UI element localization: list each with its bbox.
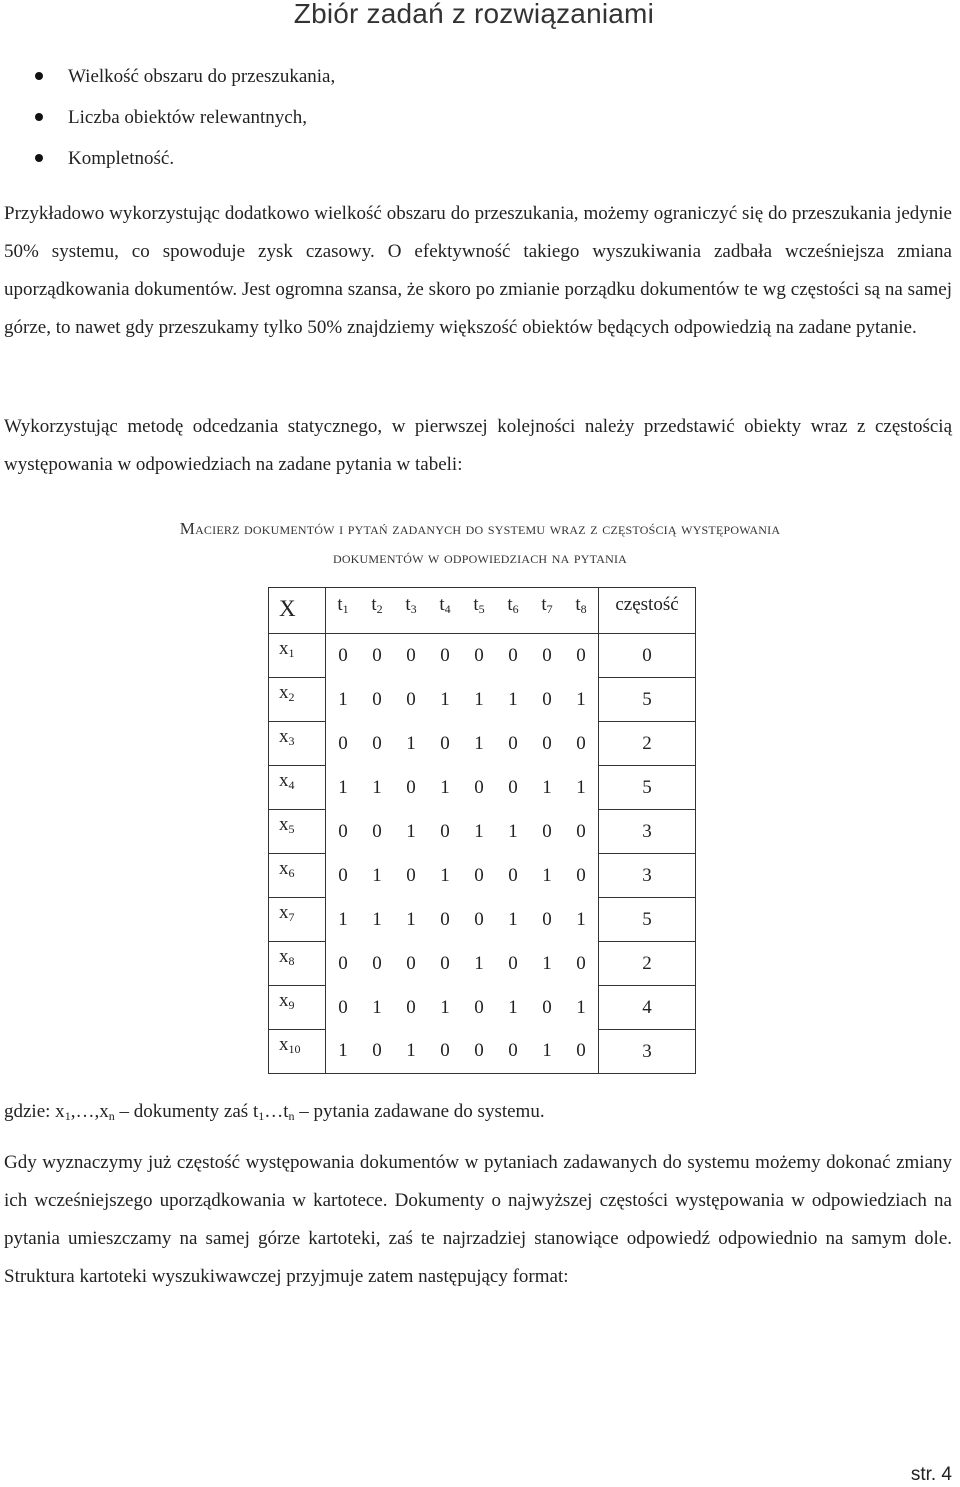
matrix-cell: 1 (474, 732, 484, 754)
matrix-frequency-cell: 2 (599, 722, 696, 766)
matrix-row-label (269, 810, 326, 854)
matrix-column-header (530, 588, 564, 634)
label-base: t (405, 594, 411, 615)
matrix-cell: 0 (474, 908, 484, 930)
matrix-cell: 1 (326, 678, 361, 722)
matrix-cell: 0 (508, 732, 518, 754)
label-sub: 4 (444, 602, 451, 616)
bullet-dot-icon (35, 113, 43, 121)
label-base: x (279, 990, 289, 1011)
matrix-cell: 0 (496, 1030, 530, 1074)
matrix-column-header (462, 588, 496, 634)
matrix-cell: 1 (564, 766, 599, 810)
label-sub: 6 (512, 602, 519, 616)
note-text: – pytania zadawane do systemu. (294, 1101, 545, 1122)
note-text: gdzie: x (4, 1101, 65, 1122)
bullet-item (0, 56, 960, 97)
matrix-frequency-cell: 5 (599, 678, 696, 722)
matrix-cell: 0 (496, 634, 530, 678)
label-sub: 8 (288, 954, 295, 968)
table-caption-line2: dokumentów w odpowiedziach na pytania (332, 548, 628, 567)
matrix-cell: 0 (542, 908, 552, 930)
matrix-cell: 0 (542, 732, 552, 754)
matrix-cell: 1 (326, 1030, 361, 1074)
matrix-cell: 1 (508, 820, 518, 842)
matrix-cell: 1 (440, 688, 450, 710)
matrix-row-label (269, 898, 326, 942)
matrix-cell: 0 (462, 634, 496, 678)
matrix-row (269, 898, 696, 942)
label-base: x (279, 638, 289, 659)
label-sub: 4 (288, 778, 295, 792)
matrix-cell: 0 (564, 854, 599, 898)
matrix-row (269, 942, 696, 986)
matrix-row (269, 1030, 696, 1074)
label-sub: 2 (376, 602, 383, 616)
label-sub: 7 (546, 602, 553, 616)
matrix-row-label (269, 634, 326, 678)
matrix-row-label (269, 1030, 326, 1074)
matrix-row (269, 766, 696, 810)
matrix-frequency-cell: 3 (599, 810, 696, 854)
matrix-cell: 0 (564, 722, 599, 766)
page-number: str. 4 (910, 1464, 952, 1485)
matrix-cell: 0 (372, 732, 382, 754)
matrix-row-label (269, 766, 326, 810)
matrix-cell: 0 (372, 952, 382, 974)
paragraph-reordering: Gdy wyznaczymy już częstość występowania dokumentów w pytaniach zadawanych do systemu możemy dokonać zmiany ich wcześniejszego uporządkowania w kartotece. Dokumenty o najwyższej częstości występowania w odpowiedziach na pytania umieszczamy na samej górze kartoteki, zaś te najrzadziej stanowiące odpowiedź odpowiednio na samym dole. Struktura kartoteki wyszukiwawczej przyjmuje zatem następujący format: (4, 1152, 952, 1287)
matrix-cell: 1 (326, 766, 361, 810)
label-sub: 3 (410, 602, 417, 616)
matrix-frequency-cell: 5 (599, 898, 696, 942)
matrix-cell: 1 (394, 1030, 428, 1074)
matrix-cell: 0 (360, 1030, 394, 1074)
bullet-text: Liczba obiektów relewantnych, (68, 107, 307, 128)
matrix-cell: 0 (440, 908, 450, 930)
matrix-cell: 0 (474, 864, 484, 886)
matrix-cell: 0 (440, 820, 450, 842)
label-sub: 8 (580, 602, 587, 616)
bullet-text: Kompletność. (68, 148, 175, 169)
matrix-cell: 0 (326, 634, 361, 678)
matrix-cell: 0 (474, 996, 484, 1018)
matrix-cell: 0 (474, 776, 484, 798)
matrix-column-header (564, 588, 599, 634)
matrix-cell: 1 (406, 820, 416, 842)
matrix-cell: 0 (326, 942, 361, 986)
label-base: t (473, 594, 479, 615)
matrix-cell: 0 (564, 810, 599, 854)
matrix-header-row (269, 588, 696, 634)
label-sub: 1 (288, 646, 295, 660)
label-base: x (279, 726, 289, 747)
matrix-row (269, 986, 696, 1030)
matrix-cell: 0 (564, 942, 599, 986)
matrix-cell: 0 (428, 1030, 462, 1074)
bullet-dot-icon (35, 154, 43, 162)
label-base: x (279, 814, 289, 835)
label-base: t (507, 594, 513, 615)
label-base: x (279, 682, 289, 703)
matrix-cell: 1 (508, 688, 518, 710)
matrix-row-label (269, 854, 326, 898)
matrix-column-header (428, 588, 462, 634)
label-base: t (439, 594, 445, 615)
matrix-cell: 1 (474, 952, 484, 974)
label-sub: 2 (288, 690, 295, 704)
matrix-column-header (360, 588, 394, 634)
label-sub: 7 (288, 910, 295, 924)
paragraph-efficiency: Przykładowo wykorzystując dodatkowo wielkość obszaru do przeszukania, możemy ograniczyć się do przeszukania jedynie 50% systemu, co spowoduje zysk czasowy. O efektywność takiego wyszukiwania zadbała wcześniejsza zmiana uporządkowania dokumentów. Jest ogromna szansa, że skoro po zmianie porządku dokumentów te wg częstości są na samej górze, to nawet gdy przeszukamy tylko 50% znajdziemy większość obiektów będących odpowiedzią na zadane pytanie. (4, 203, 952, 338)
label-base: x (279, 1034, 289, 1055)
label-base: x (279, 902, 289, 923)
matrix-row (269, 634, 696, 678)
matrix-cell: 0 (372, 688, 382, 710)
table-legend-note (4, 1098, 545, 1130)
matrix-cell: 1 (508, 908, 518, 930)
bullet-item (0, 97, 960, 138)
bullet-dot-icon (35, 72, 43, 80)
label-sub: 1 (342, 602, 349, 616)
matrix-cell: 1 (542, 952, 552, 974)
matrix-cell: 1 (372, 776, 382, 798)
matrix-row (269, 854, 696, 898)
matrix-cell: 0 (508, 864, 518, 886)
matrix-cell: 0 (564, 634, 599, 678)
matrix-frequency-cell: 0 (599, 634, 696, 678)
matrix-cell: 1 (564, 678, 599, 722)
label-base: x (279, 858, 289, 879)
matrix-cell: 0 (406, 996, 416, 1018)
matrix-cell: 0 (394, 634, 428, 678)
bullet-list (0, 56, 960, 179)
matrix-frequency-cell: 3 (599, 1030, 696, 1074)
matrix-cell: 0 (326, 986, 361, 1030)
matrix-cell: 1 (508, 996, 518, 1018)
note-sub: 1 (64, 1109, 71, 1123)
bullet-item (0, 138, 960, 179)
matrix-column-header (326, 588, 361, 634)
matrix-cell: 1 (542, 864, 552, 886)
matrix-cell: 0 (406, 952, 416, 974)
table-caption-line1: Macierz dokumentów i pytań zadanych do systemu wraz z częstością występowania (179, 519, 781, 538)
label-base: t (337, 594, 343, 615)
matrix-cell: 0 (508, 952, 518, 974)
matrix-column-header (394, 588, 428, 634)
matrix-cell: 0 (326, 854, 361, 898)
label-base: t (371, 594, 377, 615)
note-sub: n (288, 1109, 295, 1123)
matrix-cell: 1 (440, 864, 450, 886)
label-base: x (279, 946, 289, 967)
matrix-cell: 1 (372, 996, 382, 1018)
matrix-row (269, 810, 696, 854)
matrix-cell: 1 (542, 776, 552, 798)
matrix-cell: 1 (406, 732, 416, 754)
matrix-cell: 1 (372, 908, 382, 930)
note-text: – dokumenty zaś t (114, 1101, 259, 1122)
label-sub: 10 (288, 1042, 301, 1056)
matrix-cell: 0 (462, 1030, 496, 1074)
matrix-cell: 0 (542, 996, 552, 1018)
matrix-cell: 0 (406, 864, 416, 886)
matrix-cell: 0 (440, 952, 450, 974)
matrix-cell: 1 (474, 820, 484, 842)
note-sub: n (108, 1109, 115, 1123)
matrix-row-label (269, 678, 326, 722)
matrix-cell: 0 (326, 722, 361, 766)
matrix-row (269, 722, 696, 766)
note-text: ,…,x (70, 1101, 109, 1122)
matrix-cell: 0 (530, 634, 564, 678)
table-caption (0, 514, 960, 572)
label-sub: 5 (478, 602, 485, 616)
matrix-column-header (496, 588, 530, 634)
matrix-row-label (269, 986, 326, 1030)
matrix-cell: 1 (372, 864, 382, 886)
matrix-frequency-cell: 3 (599, 854, 696, 898)
label-sub: 3 (288, 734, 295, 748)
matrix-cell: 0 (542, 688, 552, 710)
matrix-cell: 0 (406, 776, 416, 798)
matrix-cell: 0 (428, 634, 462, 678)
matrix-cell: 0 (542, 820, 552, 842)
bullet-text: Wielkość obszaru do przeszukania, (68, 66, 336, 87)
label-sub: 9 (288, 998, 295, 1012)
matrix-corner-cell: X (269, 588, 326, 634)
label-sub: 5 (288, 822, 295, 836)
label-base: t (541, 594, 547, 615)
matrix-frequency-header: częstość (599, 588, 696, 634)
matrix-cell: 1 (530, 1030, 564, 1074)
matrix-cell: 0 (326, 810, 361, 854)
matrix-cell: 1 (474, 688, 484, 710)
matrix-frequency-cell: 5 (599, 766, 696, 810)
matrix-frequency-cell: 4 (599, 986, 696, 1030)
matrix-cell: 1 (564, 986, 599, 1030)
label-sub: 6 (288, 866, 295, 880)
matrix-cell: 0 (372, 820, 382, 842)
matrix-cell: 0 (440, 732, 450, 754)
matrix-row (269, 678, 696, 722)
page-header-title: Zbiór zadań z rozwiązaniami (293, 0, 654, 29)
matrix-row-label (269, 722, 326, 766)
document-query-matrix (268, 587, 696, 1074)
matrix-cell: 0 (360, 634, 394, 678)
matrix-cell: 0 (406, 688, 416, 710)
matrix-cell: 0 (508, 776, 518, 798)
matrix-cell: 0 (564, 1030, 599, 1074)
matrix-row-label (269, 942, 326, 986)
label-base: x (279, 770, 289, 791)
label-base: t (575, 594, 581, 615)
matrix-cell: 1 (440, 776, 450, 798)
matrix-cell: 1 (564, 898, 599, 942)
matrix-cell: 1 (440, 996, 450, 1018)
note-sub: 1 (258, 1109, 265, 1123)
paragraph-static-filtering: Wykorzystując metodę odcedzania statycznego, w pierwszej kolejności należy przedstawić obiekty wraz z częstością występowania w odpowiedziach na zadane pytania w tabeli: (4, 416, 952, 475)
matrix-cell: 1 (406, 908, 416, 930)
matrix-cell: 1 (326, 898, 361, 942)
note-text: …t (264, 1101, 289, 1122)
matrix-frequency-cell: 2 (599, 942, 696, 986)
